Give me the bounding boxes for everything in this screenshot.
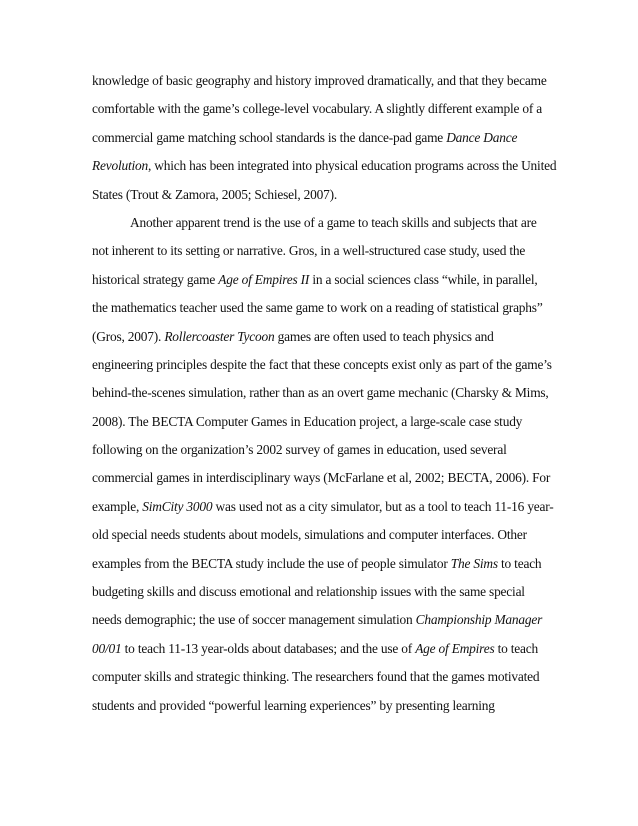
text-run: commercial games in interdisciplinary ways (McFarlane et al, 2002; BECTA, 2006). For xyxy=(92,470,551,486)
text-line xyxy=(92,181,552,209)
text-run: in a social sciences class “while, in parallel, xyxy=(309,271,538,287)
text-run: old special needs students about models, simulations and computer interfaces. Other xyxy=(92,527,527,543)
italic-title: Rollercoaster Tycoon xyxy=(164,328,275,344)
text-line xyxy=(92,379,552,407)
italic-title: The Sims xyxy=(450,555,498,571)
text-run: knowledge of basic geography and history improved dramatically, and that they became xyxy=(92,73,547,88)
text-run: behind-the-scenes simulation, rather than as an overt game mechanic (Charsky & Mims, xyxy=(92,385,549,401)
text-line xyxy=(92,464,552,492)
text-run: to teach xyxy=(494,640,539,656)
text-line xyxy=(92,578,552,606)
text-run: not inherent to its setting or narrative. Gros, in a well-structured case study, used the xyxy=(92,243,526,259)
text-line xyxy=(92,493,552,521)
text-line xyxy=(92,124,552,152)
text-run: needs demographic; the use of soccer management simulation xyxy=(92,612,416,628)
text-run: computer skills and strategic thinking. The researchers found that the games motivated xyxy=(92,669,540,685)
text-run: to teach xyxy=(497,555,542,571)
text-line xyxy=(92,606,552,634)
text-run: budgeting skills and discuss emotional and relationship issues with the same special xyxy=(92,584,525,600)
text-run: the mathematics teacher used the same game to work on a reading of statistical graphs” xyxy=(92,300,543,316)
italic-title: Age of Empires xyxy=(415,640,495,656)
text-line xyxy=(92,408,552,436)
text-run: examples from the BECTA study include the use of people simulator xyxy=(92,555,451,571)
text-line xyxy=(92,67,552,95)
text-line xyxy=(92,323,552,351)
text-line xyxy=(92,266,552,294)
text-line xyxy=(92,95,552,123)
text-run: was used not as a city simulator, but as a tool to teach 11-16 year- xyxy=(212,498,554,514)
text-run: 2008). The BECTA Computer Games in Education project, a large-scale case study xyxy=(92,413,523,429)
italic-title: Championship Manager xyxy=(415,612,543,628)
text-run: comfortable with the game’s college-level vocabulary. A slightly different example of a xyxy=(92,101,542,117)
text-line xyxy=(92,550,552,578)
text-run: engineering principles despite the fact that these concepts exist only as part of the game’s xyxy=(92,356,552,372)
text-line xyxy=(92,351,552,379)
italic-title: 00/01 xyxy=(92,640,122,656)
text-line xyxy=(92,436,552,464)
text-line xyxy=(92,635,552,663)
text-run: historical strategy game xyxy=(92,271,219,287)
italic-title: Revolution xyxy=(92,158,149,174)
text-line xyxy=(92,294,552,322)
italic-title: Dance Dance xyxy=(446,129,518,145)
text-line xyxy=(92,152,557,180)
text-run: (Gros, 2007). xyxy=(92,328,165,344)
text-line xyxy=(92,692,552,720)
text-run: States (Trout & Zamora, 2005; Schiesel, 2007). xyxy=(92,186,338,202)
text-line xyxy=(92,209,552,237)
text-line xyxy=(92,237,552,265)
body-text xyxy=(92,67,557,720)
text-run: commercial game matching school standards is the dance-pad game xyxy=(92,129,447,145)
text-run: games are often used to teach physics and xyxy=(274,328,494,344)
text-line xyxy=(92,521,552,549)
italic-title: Age of Empires II xyxy=(218,271,310,287)
text-line xyxy=(92,663,552,691)
italic-title: SimCity 3000 xyxy=(142,498,213,514)
text-run: , which has been integrated into physical education programs across the United xyxy=(148,158,557,174)
text-run: following on the organization’s 2002 survey of games in education, used several xyxy=(92,442,507,458)
text-run: Another apparent trend is the use of a game to teach skills and subjects that are xyxy=(130,214,537,230)
text-run: students and provided “powerful learning experiences” by presenting learning xyxy=(92,697,495,713)
text-run: to teach 11-13 year-olds about databases; and the use of xyxy=(121,640,416,656)
text-run: example, xyxy=(92,498,143,514)
